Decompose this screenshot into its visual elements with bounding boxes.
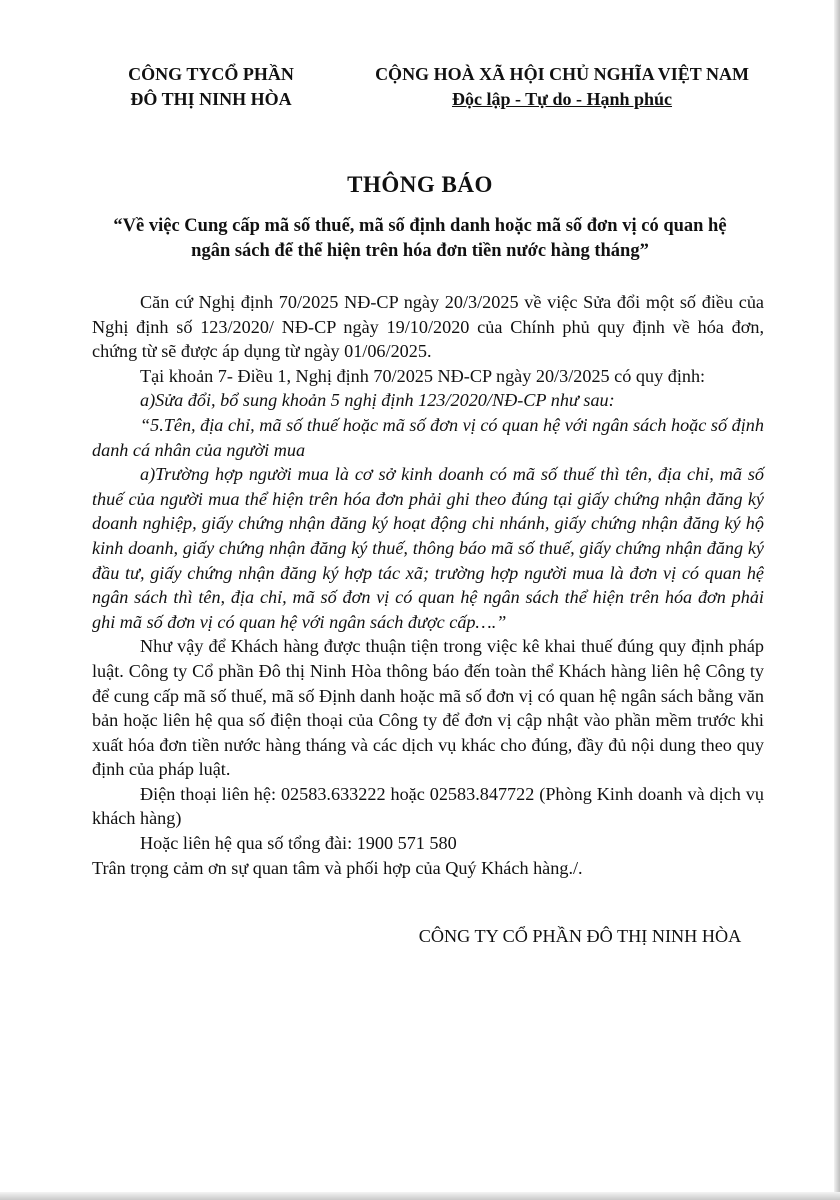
paragraph-hotline: Hoặc liên hệ qua số tổng đài: 1900 571 580 xyxy=(140,833,457,854)
nation-name: CỘNG HOÀ XÃ HỘI CHỦ NGHĨA VIỆT NAM xyxy=(375,64,749,84)
subtitle-line-1: “Về việc Cung cấp mã số thuế, mã số định danh hoặc mã số đơn vị có quan hệ xyxy=(113,216,727,236)
paragraph-quote-item5: “5.Tên, địa chỉ, mã số thuế hoặc mã số đơn vị có quan hệ với ngân sách hoặc số định danh cá nhân của người mua xyxy=(92,414,764,460)
paragraph-thanks: Trân trọng cảm ơn sự quan tâm và phối hợp của Quý Khách hàng./. xyxy=(92,857,583,878)
paragraph-contact-phone: Điện thoại liên hệ: 02583.633222 hoặc 02583.847722 (Phòng Kinh doanh và dịch vụ khách hàng) xyxy=(92,783,764,829)
signature-company: CÔNG TY CỔ PHẦN ĐÔ THỊ NINH HÒA xyxy=(418,926,742,946)
document-title: THÔNG BÁO xyxy=(347,172,493,197)
company-name-line2: ĐÔ THỊ NINH HÒA xyxy=(130,89,292,109)
paragraph-legal-basis: Căn cứ Nghị định 70/2025 NĐ-CP ngày 20/3/2025 về việc Sửa đổi một số điều của Nghị định số 123/2020/ NĐ-CP ngày 19/10/2020 của Chính phủ quy định về hóa đơn, chứng từ sẽ được áp dụng từ ngày 01/06/2025. xyxy=(92,292,764,362)
document-body xyxy=(92,290,764,880)
company-name-line1: CÔNG TYCỔ PHẦN xyxy=(128,64,294,84)
paragraph-quote-item-a: a)Trường hợp người mua là cơ sở kinh doanh có mã số thuế thì tên, địa chỉ, mã số thuế của người mua thể hiện trên hóa đơn phải ghi theo đúng tại giấy chứng nhận đăng ký doanh nghiệp, giấy chứng nhận đăng ký hoạt động chi nhánh, giấy chứng nhận đăng ký hộ kinh doanh, giấy chứng nhận đăng ký thuế, thông báo mã số thuế, giấy chứng nhận đăng ký đầu tư, giấy chứng nhận đăng ký hợp tác xã; trường hợp người mua là đơn vị có quan hệ ngân sách thì tên, địa chỉ, mã số đơn vị có quan hệ ngân sách thể hiện trên hóa đơn phải ghi mã số đơn vị có quan hệ với ngân sách được cấp….” xyxy=(92,464,764,632)
paragraph-article-reference: Tại khoản 7- Điều 1, Nghị định 70/2025 NĐ-CP ngày 20/3/2025 có quy định: xyxy=(140,365,706,386)
paragraph-notice: Như vậy để Khách hàng được thuận tiện trong việc kê khai thuế đúng quy định pháp luật. Công ty Cổ phần Đô thị Ninh Hòa thông báo đến toàn thể Khách hàng liên hệ Công ty để cung cấp mã số thuế, mã số Định danh hoặc mã số đơn vị có quan hệ ngân sách bằng văn bản hoặc liên hệ qua số điện thoại của Công ty để đơn vị cập nhật vào phần mềm trước khi xuất hóa đơn tiền nước hàng tháng và các dịch vụ khác cho đúng, đầy đủ nội dung theo quy định của pháp luật. xyxy=(92,636,764,780)
subtitle-line-2: ngân sách để thể hiện trên hóa đơn tiền nước hàng tháng” xyxy=(191,241,649,261)
national-header xyxy=(352,62,772,112)
page-edge-shadow xyxy=(834,0,840,1200)
company-header xyxy=(96,62,326,112)
page-bottom-shadow xyxy=(0,1192,840,1200)
paragraph-amendment-heading: a)Sửa đổi, bổ sung khoản 5 nghị định 123/2020/NĐ-CP như sau: xyxy=(140,390,615,411)
national-motto: Độc lập - Tự do - Hạnh phúc xyxy=(451,89,673,109)
document-subtitle xyxy=(70,214,770,264)
